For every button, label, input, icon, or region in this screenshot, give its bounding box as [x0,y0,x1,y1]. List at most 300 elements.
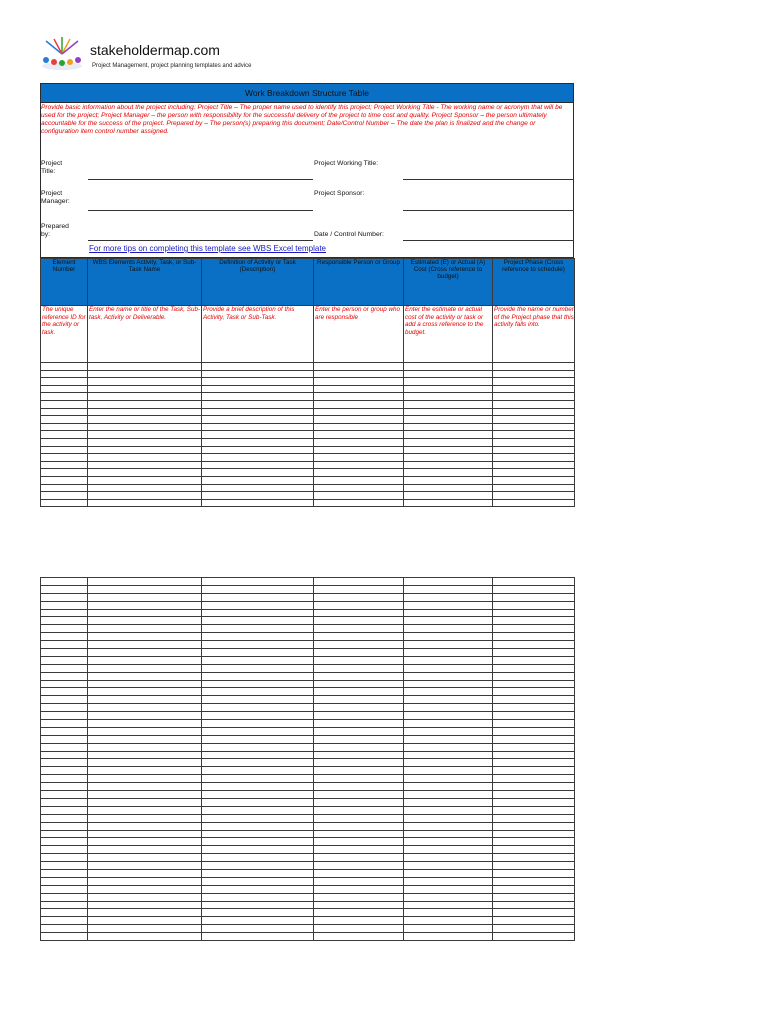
table-cell[interactable] [202,578,314,586]
table-cell[interactable] [493,617,575,625]
table-cell[interactable] [202,727,314,735]
table-cell[interactable] [493,585,575,593]
table-cell[interactable] [88,393,202,401]
project-title-field[interactable] [88,179,313,180]
table-cell[interactable] [41,798,88,806]
table-cell[interactable] [41,408,88,416]
table-cell[interactable] [314,578,404,586]
table-cell[interactable] [314,617,404,625]
table-cell[interactable] [404,830,493,838]
table-cell[interactable] [88,578,202,586]
table-cell[interactable] [202,680,314,688]
table-cell[interactable] [202,609,314,617]
table-cell[interactable] [202,791,314,799]
table-cell[interactable] [88,641,202,649]
table-cell[interactable] [88,423,202,431]
table-cell[interactable] [202,378,314,386]
table-cell[interactable] [493,696,575,704]
table-cell[interactable] [314,431,404,439]
table-cell[interactable] [41,585,88,593]
table-cell[interactable] [404,862,493,870]
table-cell[interactable] [41,641,88,649]
table-cell[interactable] [404,593,493,601]
prepared-by-field[interactable] [88,240,313,241]
table-cell[interactable] [493,680,575,688]
table-cell[interactable] [314,649,404,657]
table-cell[interactable] [202,601,314,609]
table-cell[interactable] [493,838,575,846]
table-cell[interactable] [88,446,202,454]
table-cell[interactable] [202,454,314,462]
table-cell[interactable] [314,641,404,649]
table-cell[interactable] [88,798,202,806]
table-cell[interactable] [88,672,202,680]
table-cell[interactable] [88,806,202,814]
table-cell[interactable] [41,712,88,720]
table-cell[interactable] [493,656,575,664]
table-cell[interactable] [404,696,493,704]
table-cell[interactable] [88,885,202,893]
project-sponsor-field[interactable] [403,210,574,211]
table-cell[interactable] [404,431,493,439]
table-cell[interactable] [88,476,202,484]
table-cell[interactable] [202,363,314,371]
table-cell[interactable] [88,925,202,933]
table-cell[interactable] [314,393,404,401]
table-cell[interactable] [41,727,88,735]
table-cell[interactable] [41,664,88,672]
table-cell[interactable] [493,469,575,477]
table-cell[interactable] [314,822,404,830]
table-cell[interactable] [493,446,575,454]
table-cell[interactable] [314,492,404,500]
table-cell[interactable] [41,893,88,901]
table-cell[interactable] [88,609,202,617]
table-cell[interactable] [88,593,202,601]
table-cell[interactable] [88,720,202,728]
table-cell[interactable] [493,775,575,783]
table-cell[interactable] [202,593,314,601]
table-cell[interactable] [202,822,314,830]
table-cell[interactable] [404,893,493,901]
table-cell[interactable] [493,767,575,775]
table-cell[interactable] [41,416,88,424]
table-cell[interactable] [41,601,88,609]
table-cell[interactable] [493,461,575,469]
table-cell[interactable] [493,408,575,416]
table-cell[interactable] [404,806,493,814]
table-cell[interactable] [404,846,493,854]
table-cell[interactable] [202,720,314,728]
table-cell[interactable] [88,735,202,743]
table-cell[interactable] [493,416,575,424]
table-cell[interactable] [88,822,202,830]
table-cell[interactable] [88,469,202,477]
table-cell[interactable] [493,484,575,492]
table-cell[interactable] [404,609,493,617]
table-cell[interactable] [88,633,202,641]
table-cell[interactable] [88,727,202,735]
table-cell[interactable] [314,791,404,799]
table-cell[interactable] [493,720,575,728]
table-cell[interactable] [493,664,575,672]
table-cell[interactable] [88,385,202,393]
table-cell[interactable] [88,696,202,704]
table-cell[interactable] [404,649,493,657]
table-cell[interactable] [88,838,202,846]
table-cell[interactable] [314,893,404,901]
table-cell[interactable] [314,609,404,617]
table-cell[interactable] [88,664,202,672]
table-cell[interactable] [314,720,404,728]
table-cell[interactable] [88,901,202,909]
table-cell[interactable] [314,909,404,917]
table-cell[interactable] [493,649,575,657]
table-cell[interactable] [493,601,575,609]
table-cell[interactable] [88,854,202,862]
table-cell[interactable] [88,917,202,925]
table-cell[interactable] [493,712,575,720]
table-cell[interactable] [404,370,493,378]
table-cell[interactable] [41,593,88,601]
table-cell[interactable] [41,704,88,712]
table-cell[interactable] [314,798,404,806]
table-cell[interactable] [493,751,575,759]
table-cell[interactable] [493,593,575,601]
table-cell[interactable] [314,446,404,454]
table-cell[interactable] [404,438,493,446]
table-cell[interactable] [493,370,575,378]
table-cell[interactable] [493,625,575,633]
table-cell[interactable] [404,446,493,454]
table-cell[interactable] [493,385,575,393]
table-cell[interactable] [493,814,575,822]
table-cell[interactable] [404,400,493,408]
table-cell[interactable] [202,393,314,401]
table-cell[interactable] [88,704,202,712]
table-cell[interactable] [493,798,575,806]
table-cell[interactable] [202,830,314,838]
table-cell[interactable] [41,656,88,664]
table-cell[interactable] [88,743,202,751]
table-cell[interactable] [314,672,404,680]
table-cell[interactable] [88,625,202,633]
table-cell[interactable] [41,814,88,822]
table-cell[interactable] [493,672,575,680]
table-cell[interactable] [41,775,88,783]
table-cell[interactable] [202,649,314,657]
table-cell[interactable] [202,416,314,424]
table-cell[interactable] [202,656,314,664]
table-cell[interactable] [202,370,314,378]
table-cell[interactable] [493,783,575,791]
table-cell[interactable] [202,783,314,791]
table-cell[interactable] [314,830,404,838]
table-cell[interactable] [404,476,493,484]
table-cell[interactable] [493,378,575,386]
table-cell[interactable] [314,767,404,775]
table-cell[interactable] [404,492,493,500]
table-cell[interactable] [493,363,575,371]
table-cell[interactable] [41,672,88,680]
table-cell[interactable] [314,925,404,933]
table-cell[interactable] [202,446,314,454]
table-cell[interactable] [314,438,404,446]
table-cell[interactable] [404,925,493,933]
table-cell[interactable] [314,363,404,371]
table-cell[interactable] [41,751,88,759]
table-cell[interactable] [314,846,404,854]
table-cell[interactable] [88,759,202,767]
table-cell[interactable] [41,400,88,408]
table-cell[interactable] [202,664,314,672]
table-cell[interactable] [404,625,493,633]
table-cell[interactable] [41,633,88,641]
table-cell[interactable] [41,877,88,885]
table-cell[interactable] [404,656,493,664]
table-cell[interactable] [404,751,493,759]
table-cell[interactable] [88,438,202,446]
table-cell[interactable] [493,869,575,877]
table-cell[interactable] [88,649,202,657]
table-cell[interactable] [88,499,202,507]
table-cell[interactable] [314,454,404,462]
table-cell[interactable] [88,751,202,759]
table-cell[interactable] [202,484,314,492]
table-cell[interactable] [88,492,202,500]
table-cell[interactable] [493,743,575,751]
table-cell[interactable] [493,893,575,901]
table-cell[interactable] [493,609,575,617]
table-cell[interactable] [404,909,493,917]
table-cell[interactable] [202,385,314,393]
table-cell[interactable] [202,751,314,759]
table-cell[interactable] [202,759,314,767]
table-cell[interactable] [202,431,314,439]
table-cell[interactable] [88,767,202,775]
table-cell[interactable] [404,680,493,688]
table-cell[interactable] [202,917,314,925]
table-cell[interactable] [493,862,575,870]
table-cell[interactable] [88,791,202,799]
project-working-title-field[interactable] [403,179,574,180]
table-cell[interactable] [202,688,314,696]
table-cell[interactable] [202,423,314,431]
table-cell[interactable] [404,633,493,641]
table-cell[interactable] [41,378,88,386]
table-cell[interactable] [404,783,493,791]
table-cell[interactable] [314,656,404,664]
table-cell[interactable] [404,791,493,799]
table-cell[interactable] [202,469,314,477]
table-cell[interactable] [314,814,404,822]
table-cell[interactable] [493,431,575,439]
table-cell[interactable] [41,492,88,500]
table-cell[interactable] [202,617,314,625]
table-cell[interactable] [202,877,314,885]
table-cell[interactable] [314,633,404,641]
table-cell[interactable] [404,885,493,893]
table-cell[interactable] [404,484,493,492]
table-cell[interactable] [88,370,202,378]
table-cell[interactable] [314,806,404,814]
table-cell[interactable] [41,735,88,743]
table-cell[interactable] [404,378,493,386]
table-cell[interactable] [202,925,314,933]
table-cell[interactable] [404,423,493,431]
table-cell[interactable] [88,378,202,386]
table-cell[interactable] [314,601,404,609]
table-cell[interactable] [41,862,88,870]
table-cell[interactable] [404,641,493,649]
table-cell[interactable] [493,791,575,799]
table-cell[interactable] [202,901,314,909]
table-cell[interactable] [41,933,88,941]
table-cell[interactable] [404,901,493,909]
table-cell[interactable] [404,408,493,416]
table-cell[interactable] [314,917,404,925]
table-cell[interactable] [493,400,575,408]
table-cell[interactable] [404,759,493,767]
table-cell[interactable] [202,704,314,712]
table-cell[interactable] [314,385,404,393]
table-cell[interactable] [41,909,88,917]
table-cell[interactable] [404,688,493,696]
table-cell[interactable] [41,743,88,751]
table-cell[interactable] [41,484,88,492]
table-cell[interactable] [202,806,314,814]
table-cell[interactable] [314,735,404,743]
table-cell[interactable] [202,672,314,680]
table-cell[interactable] [41,720,88,728]
table-cell[interactable] [314,704,404,712]
table-cell[interactable] [404,854,493,862]
table-cell[interactable] [41,370,88,378]
table-cell[interactable] [202,461,314,469]
table-cell[interactable] [314,838,404,846]
table-cell[interactable] [404,869,493,877]
table-cell[interactable] [493,877,575,885]
table-cell[interactable] [202,869,314,877]
table-cell[interactable] [41,625,88,633]
table-cell[interactable] [202,712,314,720]
table-cell[interactable] [493,901,575,909]
table-cell[interactable] [202,775,314,783]
table-cell[interactable] [202,862,314,870]
table-cell[interactable] [202,735,314,743]
table-cell[interactable] [202,933,314,941]
table-cell[interactable] [202,814,314,822]
table-cell[interactable] [88,484,202,492]
table-cell[interactable] [493,438,575,446]
table-cell[interactable] [314,625,404,633]
table-cell[interactable] [88,846,202,854]
table-cell[interactable] [314,759,404,767]
table-cell[interactable] [88,877,202,885]
table-cell[interactable] [41,469,88,477]
table-cell[interactable] [404,933,493,941]
table-cell[interactable] [88,416,202,424]
table-cell[interactable] [41,901,88,909]
table-cell[interactable] [314,775,404,783]
table-cell[interactable] [493,499,575,507]
table-cell[interactable] [314,585,404,593]
table-cell[interactable] [41,431,88,439]
table-cell[interactable] [314,877,404,885]
table-cell[interactable] [202,846,314,854]
table-cell[interactable] [88,814,202,822]
table-cell[interactable] [404,385,493,393]
table-cell[interactable] [493,735,575,743]
table-cell[interactable] [88,933,202,941]
table-cell[interactable] [202,633,314,641]
table-cell[interactable] [404,672,493,680]
table-cell[interactable] [404,877,493,885]
table-cell[interactable] [202,476,314,484]
table-cell[interactable] [493,704,575,712]
table-cell[interactable] [404,735,493,743]
table-cell[interactable] [88,775,202,783]
table-cell[interactable] [493,917,575,925]
table-cell[interactable] [404,727,493,735]
table-cell[interactable] [404,775,493,783]
table-cell[interactable] [314,461,404,469]
table-cell[interactable] [404,601,493,609]
table-cell[interactable] [314,751,404,759]
table-cell[interactable] [202,400,314,408]
table-cell[interactable] [314,688,404,696]
table-cell[interactable] [314,783,404,791]
table-cell[interactable] [202,625,314,633]
table-cell[interactable] [493,492,575,500]
date-control-field[interactable] [403,240,574,241]
table-cell[interactable] [41,423,88,431]
table-cell[interactable] [404,720,493,728]
table-cell[interactable] [202,854,314,862]
table-cell[interactable] [493,641,575,649]
table-cell[interactable] [314,416,404,424]
table-cell[interactable] [493,423,575,431]
table-cell[interactable] [202,743,314,751]
table-cell[interactable] [88,680,202,688]
table-cell[interactable] [88,783,202,791]
table-cell[interactable] [314,378,404,386]
table-cell[interactable] [41,869,88,877]
table-cell[interactable] [493,885,575,893]
table-cell[interactable] [314,476,404,484]
table-cell[interactable] [41,822,88,830]
table-cell[interactable] [88,585,202,593]
table-cell[interactable] [493,759,575,767]
table-cell[interactable] [41,393,88,401]
table-cell[interactable] [88,656,202,664]
table-cell[interactable] [41,609,88,617]
table-cell[interactable] [88,688,202,696]
table-cell[interactable] [493,393,575,401]
table-cell[interactable] [493,854,575,862]
table-cell[interactable] [41,783,88,791]
table-cell[interactable] [41,791,88,799]
table-cell[interactable] [88,454,202,462]
table-cell[interactable] [41,385,88,393]
table-cell[interactable] [41,446,88,454]
wbs-template-link[interactable]: For more tips on completing this template see WBS Excel template [89,244,326,253]
table-cell[interactable] [404,704,493,712]
table-cell[interactable] [493,454,575,462]
table-cell[interactable] [202,893,314,901]
table-cell[interactable] [314,484,404,492]
table-cell[interactable] [88,363,202,371]
